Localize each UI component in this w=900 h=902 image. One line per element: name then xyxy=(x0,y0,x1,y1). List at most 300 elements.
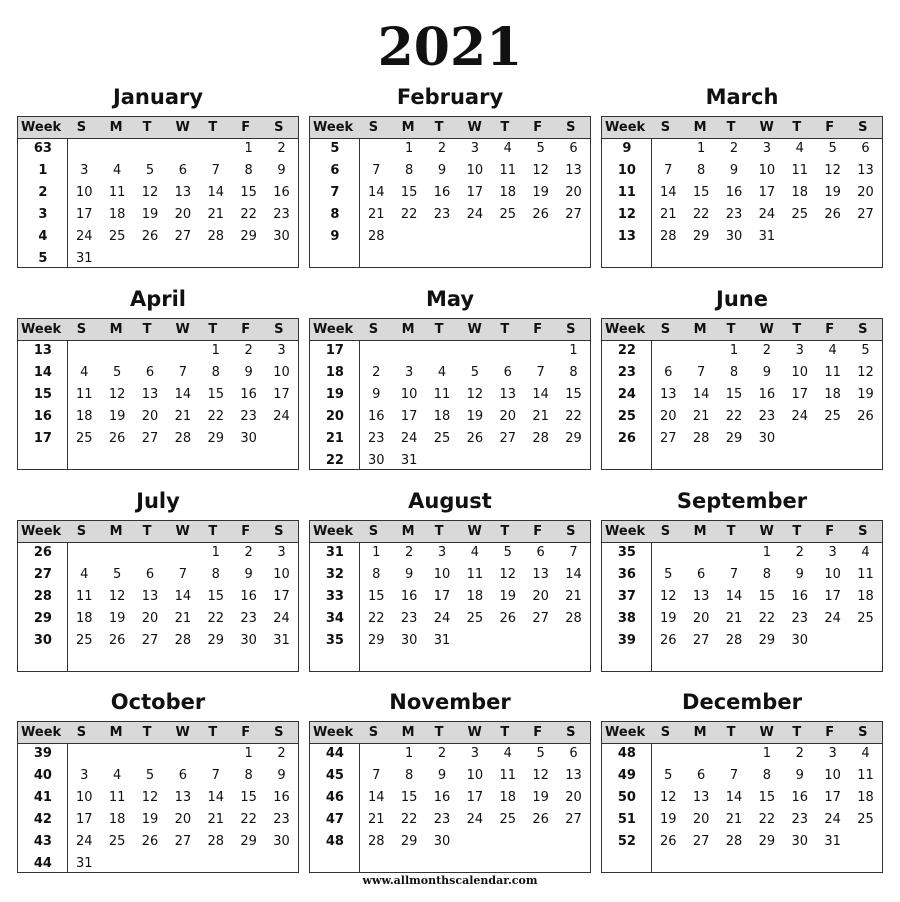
day-cell: 13 xyxy=(174,790,192,805)
day-cell: 16 xyxy=(433,185,451,200)
day-cell: 28 xyxy=(367,834,385,849)
day-cell xyxy=(458,630,491,652)
day-cell: 6 xyxy=(861,141,870,156)
day-cell: 24 xyxy=(75,229,93,244)
week-number: 51 xyxy=(617,812,636,827)
week-number: 43 xyxy=(33,834,52,849)
day-cell xyxy=(458,450,491,472)
day-cell xyxy=(426,340,459,362)
day-cell: 27 xyxy=(565,812,582,827)
day-cell: 30 xyxy=(240,633,257,648)
month-june xyxy=(601,284,883,470)
day-cell: 5 xyxy=(113,567,122,582)
day-cell xyxy=(68,743,101,765)
day-cell xyxy=(524,831,557,853)
day-cell xyxy=(166,340,199,362)
day-cell: 5 xyxy=(536,141,545,156)
week-number: 30 xyxy=(33,633,52,648)
day-cell: 26 xyxy=(532,207,549,222)
weekday-label: M xyxy=(401,524,415,539)
day-cell: 3 xyxy=(795,343,804,358)
day-cell: 24 xyxy=(824,812,841,827)
weekday-label: T xyxy=(500,322,510,337)
day-cell: 16 xyxy=(433,790,451,805)
month-name: September xyxy=(676,489,808,513)
weekday-label: S xyxy=(368,725,379,740)
day-cell: 19 xyxy=(532,790,549,805)
month-name: November xyxy=(389,690,511,714)
week-row xyxy=(602,362,882,384)
weekday-label: F xyxy=(825,725,835,740)
week-number: 7 xyxy=(330,185,340,200)
day-cell: 28 xyxy=(725,834,743,849)
day-cell: 14 xyxy=(174,589,192,604)
day-cell: 20 xyxy=(659,409,677,424)
day-cell: 30 xyxy=(791,834,809,849)
month-table xyxy=(309,520,591,672)
day-cell: 16 xyxy=(240,589,257,604)
day-cell: 2 xyxy=(795,746,804,761)
day-cell: 9 xyxy=(437,163,447,178)
week-number: 16 xyxy=(33,409,52,424)
weekday-label: S xyxy=(660,524,671,539)
day-cell: 18 xyxy=(75,611,93,626)
day-cell: 23 xyxy=(240,409,257,424)
day-cell: 1 xyxy=(729,343,739,358)
week-row xyxy=(18,406,298,428)
day-cell: 2 xyxy=(795,545,804,560)
day-cell: 12 xyxy=(532,768,549,783)
day-cell: 19 xyxy=(499,589,517,604)
day-cell: 23 xyxy=(273,812,290,827)
day-cell: 21 xyxy=(367,812,385,827)
week-row xyxy=(310,182,590,204)
week-number: 32 xyxy=(325,567,344,582)
day-cell: 18 xyxy=(857,589,874,604)
day-cell: 17 xyxy=(273,387,290,402)
day-cell: 25 xyxy=(857,611,874,626)
day-cell: 16 xyxy=(273,790,290,805)
day-cell xyxy=(816,630,849,652)
day-cell xyxy=(360,138,393,160)
week-row xyxy=(18,182,298,204)
day-cell: 30 xyxy=(725,229,743,244)
weekday-label: M xyxy=(109,322,123,337)
month-table xyxy=(17,520,299,672)
day-cell: 28 xyxy=(174,431,192,446)
day-cell: 23 xyxy=(791,611,809,626)
day-cell xyxy=(652,138,685,160)
day-cell: 2 xyxy=(244,545,253,560)
day-cell: 20 xyxy=(532,589,549,604)
day-cell: 3 xyxy=(470,141,480,156)
weekday-label: S xyxy=(566,725,576,740)
day-cell: 1 xyxy=(244,141,253,156)
weekday-label: M xyxy=(109,524,123,539)
day-cell: 2 xyxy=(762,343,772,358)
day-cell: 23 xyxy=(791,812,809,827)
week-number: 18 xyxy=(325,365,344,380)
day-cell: 25 xyxy=(824,409,841,424)
day-cell: 18 xyxy=(857,790,874,805)
month-name: August xyxy=(408,489,492,513)
week-number: 52 xyxy=(617,834,636,849)
week-row xyxy=(310,204,590,226)
week-row xyxy=(18,204,298,226)
day-cell: 30 xyxy=(400,633,418,648)
day-cell: 18 xyxy=(433,409,451,424)
day-cell xyxy=(232,248,265,270)
week-number: 5 xyxy=(330,141,340,156)
week-row xyxy=(602,542,882,564)
day-cell: 29 xyxy=(207,431,225,446)
day-cell: 16 xyxy=(367,409,385,424)
day-cell: 17 xyxy=(824,589,841,604)
day-cell: 7 xyxy=(729,567,739,582)
week-header: Week xyxy=(21,322,62,337)
day-cell: 26 xyxy=(659,633,677,648)
day-cell xyxy=(783,428,816,450)
day-cell: 10 xyxy=(791,365,809,380)
day-cell: 8 xyxy=(211,365,220,380)
day-cell: 4 xyxy=(795,141,804,156)
day-cell: 27 xyxy=(499,431,517,446)
week-row xyxy=(310,765,590,787)
weekday-label: T xyxy=(434,322,444,337)
day-cell xyxy=(685,340,718,362)
day-rows xyxy=(310,340,590,472)
day-cell: 30 xyxy=(240,431,257,446)
day-cell: 23 xyxy=(433,812,451,827)
day-cell: 10 xyxy=(400,387,418,402)
day-cell: 12 xyxy=(108,387,126,402)
day-cell: 24 xyxy=(758,207,776,222)
day-cell: 6 xyxy=(145,567,155,582)
day-cell: 8 xyxy=(372,567,381,582)
day-cell: 22 xyxy=(400,207,418,222)
day-cell xyxy=(491,630,524,652)
week-row xyxy=(18,362,298,384)
day-cell: 25 xyxy=(108,229,126,244)
day-cell: 19 xyxy=(659,812,677,827)
day-cell: 9 xyxy=(244,567,253,582)
day-cell: 3 xyxy=(828,746,837,761)
weekday-label: S xyxy=(566,120,576,135)
weekday-label: F xyxy=(533,120,543,135)
day-cell: 9 xyxy=(437,768,447,783)
day-cell xyxy=(849,630,882,652)
day-cell: 26 xyxy=(108,431,126,446)
day-cell: 2 xyxy=(437,141,447,156)
day-cell: 8 xyxy=(762,567,772,582)
week-number: 27 xyxy=(33,567,52,582)
day-cell: 3 xyxy=(277,545,286,560)
day-cell: 14 xyxy=(692,387,710,402)
weekday-label: T xyxy=(434,120,444,135)
day-cell: 29 xyxy=(367,633,385,648)
week-row xyxy=(18,564,298,586)
month-table xyxy=(17,318,299,470)
day-cell: 14 xyxy=(725,589,743,604)
week-number: 48 xyxy=(325,834,344,849)
day-cell: 6 xyxy=(178,768,188,783)
day-cell: 11 xyxy=(75,387,93,402)
week-header: Week xyxy=(605,725,646,740)
week-number: 29 xyxy=(33,611,52,626)
day-cell: 23 xyxy=(367,431,385,446)
week-number: 35 xyxy=(325,633,344,648)
week-row xyxy=(18,160,298,182)
weekday-label: F xyxy=(241,322,251,337)
week-number: 36 xyxy=(617,567,636,582)
week-row xyxy=(602,340,882,362)
day-cell xyxy=(68,340,101,362)
day-cell: 11 xyxy=(791,163,809,178)
day-cell xyxy=(199,248,232,270)
month-name: March xyxy=(705,85,779,109)
week-number: 22 xyxy=(325,453,344,468)
day-cell xyxy=(524,340,557,362)
day-cell: 25 xyxy=(75,431,93,446)
week-row xyxy=(310,362,590,384)
week-row xyxy=(310,831,590,853)
day-cell: 23 xyxy=(725,207,743,222)
day-cell: 26 xyxy=(466,431,484,446)
month-table xyxy=(309,318,591,470)
day-cell: 20 xyxy=(565,185,582,200)
weekday-header xyxy=(602,722,882,744)
day-cell: 13 xyxy=(692,589,710,604)
day-cell: 1 xyxy=(372,545,381,560)
day-cell: 27 xyxy=(174,229,192,244)
day-cell: 10 xyxy=(433,567,451,582)
day-cell: 10 xyxy=(824,567,841,582)
day-cell xyxy=(134,248,167,270)
day-cell: 24 xyxy=(824,611,841,626)
day-cell: 8 xyxy=(405,163,414,178)
day-cell xyxy=(524,226,557,248)
week-number: 38 xyxy=(617,611,636,626)
week-number: 26 xyxy=(617,431,636,446)
day-cell: 31 xyxy=(75,251,93,266)
day-cell xyxy=(783,226,816,248)
day-cell: 7 xyxy=(536,365,545,380)
day-cell: 15 xyxy=(207,589,225,604)
day-cell: 31 xyxy=(400,453,418,468)
day-cell xyxy=(232,853,265,875)
day-cell: 26 xyxy=(824,207,841,222)
weekday-label: M xyxy=(109,725,123,740)
weekday-header xyxy=(602,319,882,341)
day-cell: 4 xyxy=(80,567,89,582)
week-number: 33 xyxy=(325,589,344,604)
day-cell: 27 xyxy=(174,834,192,849)
month-table xyxy=(601,721,883,873)
day-cell: 5 xyxy=(861,343,870,358)
day-cell: 11 xyxy=(108,185,126,200)
day-cell: 20 xyxy=(499,409,517,424)
day-cell: 9 xyxy=(762,365,772,380)
month-name: April xyxy=(129,287,187,311)
month-january xyxy=(17,82,299,268)
day-cell: 25 xyxy=(499,207,517,222)
day-cell: 11 xyxy=(857,768,874,783)
day-cell: 27 xyxy=(141,633,159,648)
week-number: 26 xyxy=(33,545,52,560)
day-cell xyxy=(491,450,524,472)
day-cell xyxy=(134,340,167,362)
day-cell: 13 xyxy=(141,589,159,604)
day-cell: 30 xyxy=(273,834,290,849)
day-cell: 11 xyxy=(108,790,126,805)
day-cell xyxy=(166,853,199,875)
day-cell: 20 xyxy=(857,185,874,200)
day-cell: 19 xyxy=(466,409,484,424)
day-cell xyxy=(360,340,393,362)
day-cell: 14 xyxy=(532,387,549,402)
month-name: July xyxy=(136,489,180,513)
day-cell: 17 xyxy=(466,185,484,200)
day-cell: 13 xyxy=(692,790,710,805)
day-cell: 25 xyxy=(499,812,517,827)
day-cell xyxy=(101,743,134,765)
day-cell: 29 xyxy=(692,229,710,244)
week-row xyxy=(602,428,882,450)
day-cell: 31 xyxy=(824,834,841,849)
week-number: 49 xyxy=(617,768,636,783)
weekday-header xyxy=(310,319,590,341)
day-cell: 14 xyxy=(367,790,385,805)
day-cell: 9 xyxy=(795,768,804,783)
day-cell: 22 xyxy=(207,409,225,424)
day-cell: 1 xyxy=(697,141,706,156)
day-cell xyxy=(360,743,393,765)
day-cell xyxy=(134,138,167,160)
day-cell: 17 xyxy=(466,790,484,805)
week-number: 24 xyxy=(617,387,636,402)
week-number: 17 xyxy=(325,343,344,358)
week-row xyxy=(602,630,882,652)
day-cell: 24 xyxy=(400,431,418,446)
day-cell: 11 xyxy=(433,387,451,402)
weekday-label: T xyxy=(726,524,736,539)
day-cell: 15 xyxy=(758,790,776,805)
week-row xyxy=(310,450,590,472)
month-table xyxy=(309,116,591,268)
day-cell: 12 xyxy=(824,163,841,178)
day-cell: 4 xyxy=(861,746,870,761)
weekday-label: T xyxy=(142,120,152,135)
weekday-label: F xyxy=(533,322,543,337)
weekday-header xyxy=(18,117,298,139)
weekday-header xyxy=(310,722,590,744)
day-cell: 4 xyxy=(113,163,122,178)
weekday-label: S xyxy=(858,524,868,539)
day-cell: 13 xyxy=(141,387,159,402)
day-cell: 9 xyxy=(795,567,804,582)
day-cell: 1 xyxy=(211,343,220,358)
day-cell: 11 xyxy=(466,567,484,582)
day-cell: 9 xyxy=(372,387,381,402)
month-september xyxy=(601,486,883,672)
week-row xyxy=(18,586,298,608)
day-cell xyxy=(557,831,590,853)
day-cell: 4 xyxy=(80,365,89,380)
week-row xyxy=(310,384,590,406)
weekday-header xyxy=(310,521,590,543)
week-number: 1 xyxy=(38,163,48,178)
day-cell: 22 xyxy=(758,812,776,827)
day-cell: 15 xyxy=(565,387,582,402)
weekday-label: S xyxy=(858,322,868,337)
day-cell xyxy=(557,450,590,472)
day-cell xyxy=(458,831,491,853)
weekday-label: S xyxy=(274,120,284,135)
day-cell xyxy=(101,248,134,270)
weekday-header xyxy=(310,117,590,139)
day-cell: 10 xyxy=(75,185,93,200)
weekday-label: S xyxy=(858,725,868,740)
day-cell: 27 xyxy=(141,431,159,446)
month-table xyxy=(17,116,299,268)
week-row xyxy=(310,809,590,831)
day-cell: 13 xyxy=(565,768,582,783)
day-cell: 7 xyxy=(211,163,220,178)
day-cell: 7 xyxy=(372,163,381,178)
week-row xyxy=(602,138,882,160)
day-cell: 23 xyxy=(240,611,257,626)
day-cell: 1 xyxy=(405,141,414,156)
weekday-header xyxy=(18,521,298,543)
day-cell: 30 xyxy=(273,229,290,244)
day-cell: 14 xyxy=(207,185,225,200)
weekday-label: W xyxy=(467,524,482,539)
day-cell: 24 xyxy=(466,812,484,827)
day-cell: 19 xyxy=(108,611,126,626)
day-cell: 5 xyxy=(536,746,545,761)
weekday-label: T xyxy=(142,322,152,337)
day-rows xyxy=(310,743,590,853)
day-cell xyxy=(685,743,718,765)
week-row xyxy=(18,226,298,248)
day-cell: 13 xyxy=(857,163,874,178)
day-cell: 29 xyxy=(725,431,743,446)
week-row xyxy=(310,340,590,362)
day-cell: 24 xyxy=(433,611,451,626)
day-cell: 12 xyxy=(659,589,677,604)
day-cell: 12 xyxy=(532,163,549,178)
weekday-label: F xyxy=(533,725,543,740)
weekday-label: S xyxy=(660,725,671,740)
day-cell: 8 xyxy=(729,365,739,380)
weekday-label: S xyxy=(660,120,671,135)
week-row xyxy=(602,182,882,204)
day-cell: 9 xyxy=(277,163,286,178)
weekday-label: F xyxy=(241,524,251,539)
week-row xyxy=(310,743,590,765)
day-cell: 15 xyxy=(207,387,225,402)
day-cell: 29 xyxy=(758,834,776,849)
week-row xyxy=(18,853,298,875)
day-cell xyxy=(134,542,167,564)
day-cell: 11 xyxy=(857,567,874,582)
day-cell: 10 xyxy=(466,768,484,783)
week-number: 10 xyxy=(617,163,636,178)
weekday-label: W xyxy=(467,322,482,337)
day-rows xyxy=(18,542,298,652)
weekday-label: T xyxy=(434,524,444,539)
month-march xyxy=(601,82,883,268)
